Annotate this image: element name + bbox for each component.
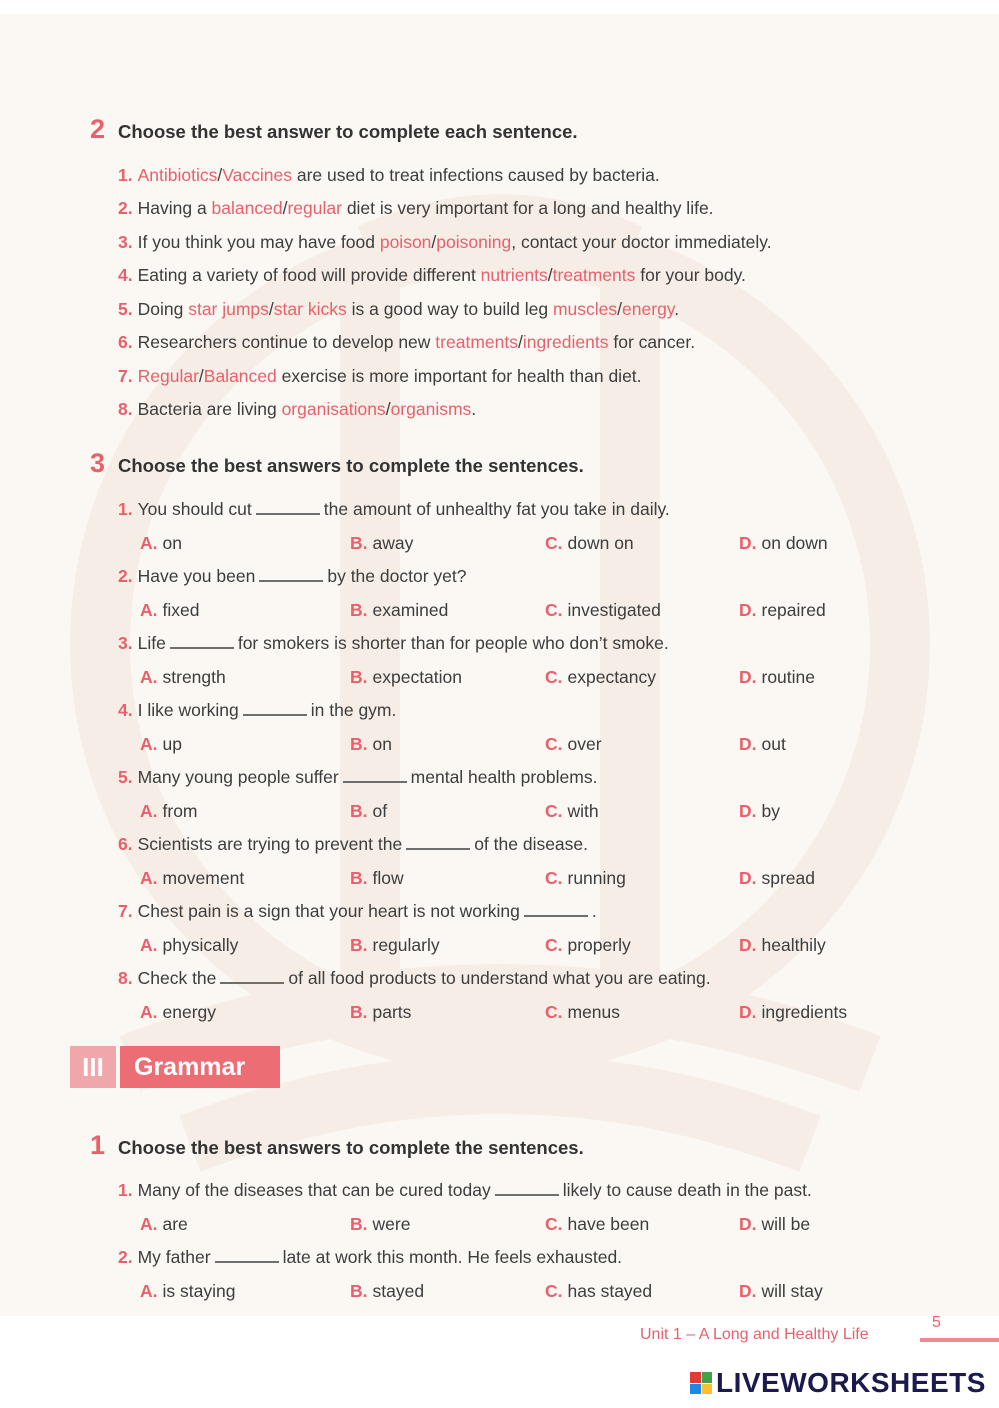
answer-option[interactable] <box>140 1001 216 1023</box>
option-letter: B. <box>350 935 368 955</box>
question-number: 2. <box>118 198 133 218</box>
option-text: down on <box>567 533 634 553</box>
option-letter: D. <box>739 935 757 955</box>
question-text-before: Chest pain is a sign that your heart is not working <box>137 901 520 921</box>
answer-blank[interactable] <box>243 714 307 716</box>
answer-choice[interactable]: star jumps <box>188 299 269 319</box>
option-text: investigated <box>567 600 661 620</box>
option-text: with <box>567 801 599 821</box>
answer-option[interactable] <box>140 1280 235 1302</box>
question-text-after: by the doctor yet? <box>327 566 467 586</box>
exercise-header <box>90 1130 584 1160</box>
question-number: 6. <box>118 834 133 854</box>
question-number: 1. <box>118 165 133 185</box>
answer-option[interactable] <box>350 666 462 688</box>
answer-option[interactable] <box>140 867 244 889</box>
option-text: over <box>567 734 602 754</box>
answer-option[interactable] <box>545 733 602 755</box>
question-text-after: late at work this month. He feels exhausted. <box>282 1247 623 1267</box>
answer-option[interactable] <box>739 800 780 822</box>
question-number: 4. <box>118 265 133 285</box>
answer-option[interactable] <box>739 934 826 956</box>
answer-choice[interactable]: energy <box>622 299 675 319</box>
answer-option[interactable] <box>545 1213 649 1235</box>
answer-option[interactable] <box>739 532 828 554</box>
question-item <box>118 766 597 788</box>
sentence-text: / <box>217 165 223 185</box>
option-text: ingredients <box>761 1002 848 1022</box>
answer-choice[interactable]: muscles <box>552 299 618 319</box>
option-letter: B. <box>350 600 368 620</box>
answer-choice[interactable]: ingredients <box>522 332 609 352</box>
question-item <box>118 1179 812 1201</box>
option-text: will stay <box>761 1281 823 1301</box>
option-text: are <box>162 1214 188 1234</box>
question-number: 8. <box>118 968 133 988</box>
question-number: 3. <box>118 232 133 252</box>
answer-option[interactable] <box>739 1001 847 1023</box>
option-letter: C. <box>545 1214 563 1234</box>
question-number: 1. <box>118 499 133 519</box>
option-text: by <box>761 801 780 821</box>
option-text: flow <box>372 868 404 888</box>
option-text: properly <box>567 935 631 955</box>
answer-choice[interactable]: regular <box>287 198 342 218</box>
option-text: on <box>372 734 392 754</box>
option-text: expectancy <box>567 667 657 687</box>
answer-option[interactable] <box>350 800 387 822</box>
sentence-item <box>118 298 679 320</box>
sentence-text: Having a <box>137 198 212 218</box>
option-letter: D. <box>739 801 757 821</box>
question-text-before: Check the <box>137 968 217 988</box>
answer-blank[interactable] <box>406 848 470 850</box>
option-letter: D. <box>739 1214 757 1234</box>
page-number: 5 <box>932 1314 941 1331</box>
option-letter: B. <box>350 1281 368 1301</box>
sentence-text: / <box>431 232 437 252</box>
question-number: 8. <box>118 399 133 419</box>
question-text-after: in the gym. <box>310 700 397 720</box>
option-letter: D. <box>739 533 757 553</box>
exercise-header <box>90 448 584 478</box>
answer-option[interactable] <box>739 867 815 889</box>
option-text: is staying <box>162 1281 236 1301</box>
option-letter: C. <box>545 600 563 620</box>
answer-blank[interactable] <box>495 1194 559 1196</box>
sentence-text: If you think you may have food <box>137 232 380 252</box>
question-text-before: Many young people suffer <box>137 767 339 787</box>
sentence-text: , contact your doctor immediately. <box>511 232 772 252</box>
answer-blank[interactable] <box>259 580 323 582</box>
sentence-text: Bacteria are living <box>137 399 282 419</box>
option-letter: B. <box>350 801 368 821</box>
option-letter: B. <box>350 868 368 888</box>
answer-option[interactable] <box>545 800 599 822</box>
option-letter: C. <box>545 1002 563 1022</box>
answer-option[interactable] <box>140 733 182 755</box>
sentence-text: diet is very important for a long and healthy life. <box>341 198 714 218</box>
answer-choice[interactable]: organisms <box>390 399 472 419</box>
question-number: 1. <box>118 1180 133 1200</box>
question-text-before: You should cut <box>137 499 252 519</box>
option-letter: C. <box>545 1281 563 1301</box>
question-number: 5. <box>118 299 133 319</box>
answer-option[interactable] <box>350 934 440 956</box>
question-text-after: . <box>591 901 597 921</box>
question-item <box>118 833 588 855</box>
answer-choice[interactable]: star kicks <box>273 299 347 319</box>
option-text: routine <box>761 667 816 687</box>
question-text-after: likely to cause death in the past. <box>562 1180 812 1200</box>
option-letter: B. <box>350 1214 368 1234</box>
sentence-text: Eating a variety of food will provide different <box>137 265 481 285</box>
option-letter: C. <box>545 667 563 687</box>
answer-option[interactable] <box>350 867 404 889</box>
question-text-after: the amount of unhealthy fat you take in daily. <box>323 499 670 519</box>
answer-blank[interactable] <box>256 513 320 515</box>
answer-option[interactable] <box>545 934 631 956</box>
footer-rule <box>920 1338 999 1342</box>
option-text: will be <box>761 1214 811 1234</box>
answer-option[interactable] <box>739 1213 810 1235</box>
option-letter: A. <box>140 935 158 955</box>
option-text: on <box>162 533 182 553</box>
section-header-grammar <box>70 1046 280 1088</box>
sentence-text: / <box>547 265 553 285</box>
option-letter: B. <box>350 533 368 553</box>
question-text-before: Have you been <box>137 566 256 586</box>
sentence-text: / <box>268 299 274 319</box>
answer-choice[interactable]: poison <box>379 232 432 252</box>
exercise-number: 3 <box>90 448 106 478</box>
option-letter: B. <box>350 734 368 754</box>
option-text: running <box>567 868 626 888</box>
question-item <box>118 632 669 654</box>
option-letter: A. <box>140 801 158 821</box>
option-text: were <box>372 1214 411 1234</box>
answer-choice[interactable]: organisations <box>281 399 386 419</box>
option-text: of <box>372 801 388 821</box>
question-item <box>118 1246 622 1268</box>
option-text: examined <box>372 600 449 620</box>
sentence-text: / <box>385 399 391 419</box>
question-number: 2. <box>118 566 133 586</box>
option-letter: B. <box>350 1002 368 1022</box>
sentence-text: / <box>198 366 204 386</box>
answer-option[interactable] <box>545 532 634 554</box>
option-letter: D. <box>739 667 757 687</box>
answer-option[interactable] <box>350 1213 410 1235</box>
option-letter: D. <box>739 734 757 754</box>
question-text-before: I like working <box>137 700 239 720</box>
answer-option[interactable] <box>739 666 815 688</box>
answer-blank[interactable] <box>220 982 284 984</box>
answer-choice[interactable]: balanced <box>211 198 283 218</box>
answer-choice[interactable]: Balanced <box>203 366 277 386</box>
option-text: away <box>372 533 414 553</box>
option-letter: D. <box>739 1281 757 1301</box>
answer-blank[interactable] <box>343 781 407 783</box>
section-title: Grammar <box>120 1046 280 1088</box>
answer-option[interactable] <box>350 599 448 621</box>
question-number: 2. <box>118 1247 133 1267</box>
answer-option[interactable] <box>140 599 199 621</box>
logo-grid-icon <box>690 1372 712 1394</box>
answer-blank[interactable] <box>170 647 234 649</box>
exercise-header <box>90 114 578 144</box>
sentence-text: Researchers continue to develop new <box>137 332 436 352</box>
answer-option[interactable] <box>350 733 392 755</box>
question-text-after: of the disease. <box>474 834 589 854</box>
sentence-text: / <box>517 332 523 352</box>
sentence-text: for cancer. <box>608 332 696 352</box>
answer-option[interactable] <box>545 666 656 688</box>
sentence-text: . <box>674 299 680 319</box>
exercise-instruction: Choose the best answers to complete the sentences. <box>118 1137 584 1158</box>
question-item <box>118 498 670 520</box>
answer-choice[interactable]: Antibiotics <box>137 165 218 185</box>
option-text: spread <box>761 868 816 888</box>
question-item <box>118 900 597 922</box>
answer-option[interactable] <box>545 599 661 621</box>
section-number: III <box>70 1046 116 1088</box>
answer-choice[interactable]: nutrients <box>480 265 548 285</box>
option-text: fixed <box>162 600 200 620</box>
answer-choice[interactable]: poisoning <box>436 232 512 252</box>
answer-choice[interactable]: Vaccines <box>222 165 292 185</box>
option-letter: C. <box>545 801 563 821</box>
option-letter: D. <box>739 868 757 888</box>
question-text-before: Life <box>137 633 166 653</box>
sentence-text: / <box>617 299 623 319</box>
question-number: 7. <box>118 366 133 386</box>
option-letter: A. <box>140 600 158 620</box>
option-text: energy <box>162 1002 217 1022</box>
answer-option[interactable] <box>545 1280 652 1302</box>
sentence-item <box>118 398 476 420</box>
exercise-number: 1 <box>90 1130 106 1160</box>
sentence-item <box>118 164 660 186</box>
option-letter: D. <box>739 1002 757 1022</box>
question-text-after: of all food products to understand what you are eating. <box>288 968 711 988</box>
question-number: 6. <box>118 332 133 352</box>
answer-option[interactable] <box>140 532 182 554</box>
answer-option[interactable] <box>739 1280 823 1302</box>
answer-option[interactable] <box>545 1001 620 1023</box>
question-number: 5. <box>118 767 133 787</box>
answer-option[interactable] <box>140 934 238 956</box>
sentence-text: exercise is more important for health than diet. <box>276 366 642 386</box>
question-text-before: My father <box>137 1247 211 1267</box>
option-letter: A. <box>140 1002 158 1022</box>
question-item <box>118 967 711 989</box>
sentence-text: are used to treat infections caused by bacteria. <box>291 165 660 185</box>
option-text: movement <box>162 868 245 888</box>
answer-option[interactable] <box>140 666 226 688</box>
option-letter: C. <box>545 935 563 955</box>
option-letter: A. <box>140 1214 158 1234</box>
option-letter: B. <box>350 667 368 687</box>
sentence-item <box>118 264 746 286</box>
answer-choice[interactable]: Regular <box>137 366 199 386</box>
option-text: physically <box>162 935 239 955</box>
exercise-number: 2 <box>90 114 106 144</box>
option-text: repaired <box>761 600 826 620</box>
option-text: from <box>162 801 198 821</box>
option-letter: C. <box>545 868 563 888</box>
option-text: expectation <box>372 667 463 687</box>
sentence-item <box>118 365 642 387</box>
exercise-instruction: Choose the best answers to complete the sentences. <box>118 455 584 476</box>
question-number: 4. <box>118 700 133 720</box>
option-text: parts <box>372 1002 412 1022</box>
option-text: menus <box>567 1002 621 1022</box>
option-letter: A. <box>140 734 158 754</box>
question-item <box>118 565 466 587</box>
footer-unit-title: Unit 1 – A Long and Healthy Life <box>640 1326 869 1343</box>
question-text-after: for smokers is shorter than for people who don’t smoke. <box>237 633 669 653</box>
question-number: 3. <box>118 633 133 653</box>
option-text: up <box>162 734 182 754</box>
answer-option[interactable] <box>350 532 413 554</box>
answer-option[interactable] <box>350 1001 411 1023</box>
sentence-text: Doing <box>137 299 189 319</box>
question-item <box>118 699 396 721</box>
answer-blank[interactable] <box>524 915 588 917</box>
option-text: have been <box>567 1214 650 1234</box>
sentence-text: . <box>471 399 477 419</box>
option-letter: A. <box>140 868 158 888</box>
option-letter: A. <box>140 667 158 687</box>
answer-choice[interactable]: treatments <box>435 332 518 352</box>
worksheet-page <box>0 14 999 1316</box>
answer-choice[interactable]: treatments <box>552 265 636 285</box>
sentence-item <box>118 197 714 219</box>
option-letter: C. <box>545 734 563 754</box>
question-number: 7. <box>118 901 133 921</box>
answer-blank[interactable] <box>215 1261 279 1263</box>
option-letter: A. <box>140 533 158 553</box>
option-letter: C. <box>545 533 563 553</box>
option-letter: D. <box>739 600 757 620</box>
sentence-text: / <box>282 198 288 218</box>
sentence-text: for your body. <box>635 265 746 285</box>
logo-text: LIVEWORKSHEETS <box>716 1367 986 1398</box>
option-text: out <box>761 734 786 754</box>
option-text: on down <box>761 533 828 553</box>
sentence-item <box>118 231 772 253</box>
answer-option[interactable] <box>140 1213 188 1235</box>
option-text: healthily <box>761 935 826 955</box>
answer-option[interactable] <box>739 733 786 755</box>
sentence-item <box>118 331 695 353</box>
answer-option[interactable] <box>140 800 198 822</box>
option-text: strength <box>162 667 226 687</box>
sentence-text: is a good way to build leg <box>346 299 553 319</box>
question-text-before: Many of the diseases that can be cured today <box>137 1180 491 1200</box>
answer-option[interactable] <box>739 599 826 621</box>
option-text: stayed <box>372 1281 425 1301</box>
option-text: regularly <box>372 935 440 955</box>
answer-option[interactable] <box>350 1280 424 1302</box>
exercise-instruction: Choose the best answer to complete each sentence. <box>118 121 578 142</box>
liveworksheets-logo[interactable] <box>690 1368 986 1398</box>
question-text-before: Scientists are trying to prevent the <box>137 834 403 854</box>
option-letter: A. <box>140 1281 158 1301</box>
question-text-after: mental health problems. <box>410 767 598 787</box>
answer-option[interactable] <box>545 867 626 889</box>
option-text: has stayed <box>567 1281 653 1301</box>
